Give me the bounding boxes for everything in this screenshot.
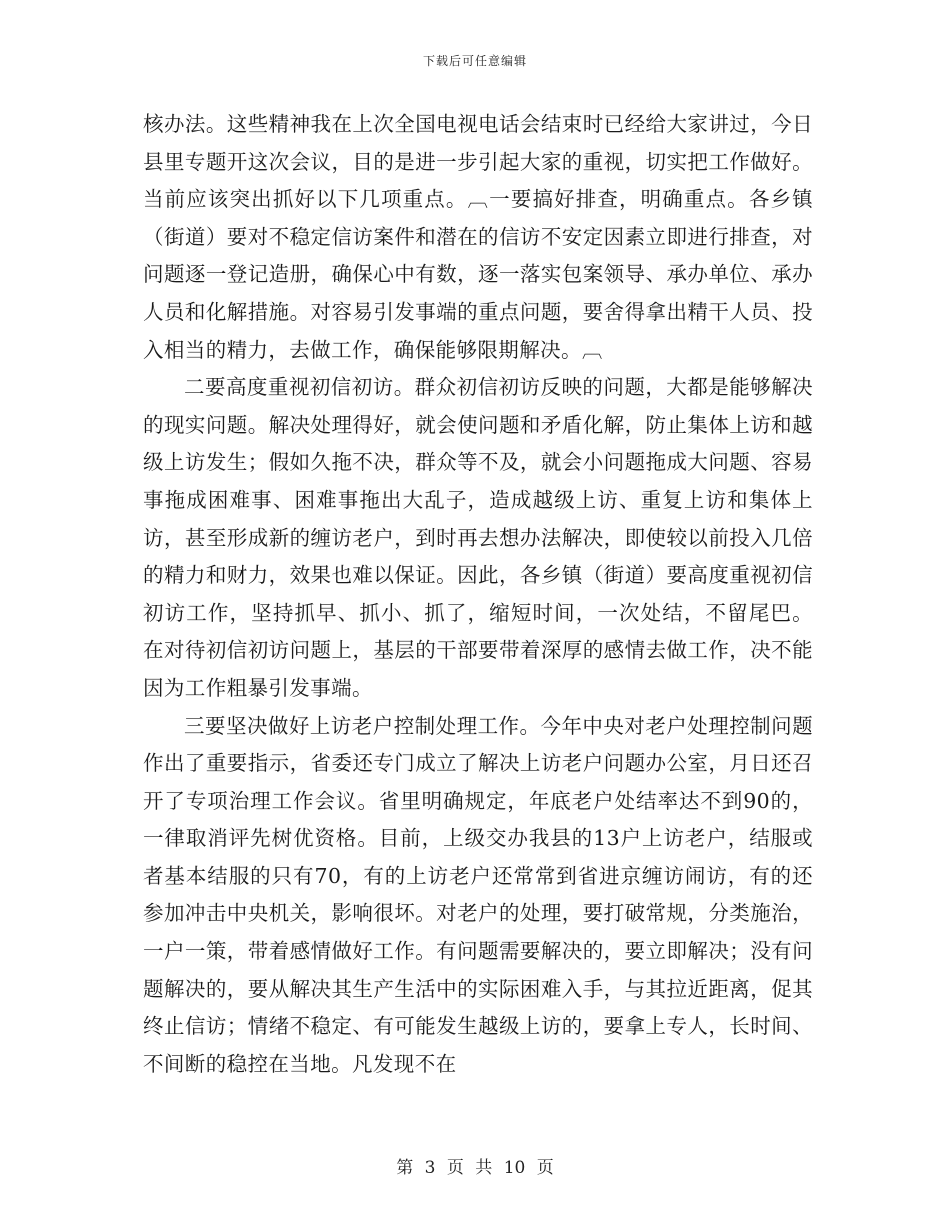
document-body [143,106,813,1083]
footer-label-gong: 共 [475,1158,493,1178]
page-total: 10 [503,1158,526,1178]
paragraph-1: 核办法。这些精神我在上次全国电视电话会结束时已经给大家讲过，今日县里专题开这次会议，目的是进一步引起大家的重视，切实把工作做好。当前应该突出抓好以下几项重点。︹一要搞好排查，明确重点。各乡镇（街道）要对不稳定信访案件和潜在的信访不安定因素立即进行排查，对问题逐一登记造册，确保心中有数，逐一落实包案领导、承办单位、承办人员和化解措施。对容易引发事端的重点问题，要舍得拿出精干人员、投入相当的精力，去做工作，确保能够限期解决。︹ [143,112,813,362]
footer-label-ye2: 页 [536,1158,554,1178]
footer-label-di: 第 [396,1158,414,1178]
page-header: 下载后可任意编辑 [422,54,527,68]
paragraph-2: 二要高度重视初信初访。群众初信初访反映的问题，大都是能够解决的现实问题。解决处理得好，就会使问题和矛盾化解，防止集体上访和越级上访发生；假如久拖不决，群众等不及，就会小问题拖成大问题、容易事拖成困难事、困难事拖出大乱子，造成越级上访、重复上访和集体上访，甚至形成新的缠访老户，到时再去想办法解决，即使较以前投入几倍的精力和财力，效果也难以保证。因此，各乡镇（街道）要高度重视初信初访工作，坚持抓早、抓小、抓了，缩短时间，一次处结，不留尾巴。 在对待初信初访问题上，基层的干部要带着深厚的感情去做工作，决不能因为工作粗暴引发事端。 [143,375,813,700]
page-footer [0,1153,950,1178]
footer-label-ye: 页 [446,1158,464,1178]
page-current: 3 [424,1158,436,1178]
paragraph-3: 三要坚决做好上访老户控制处理工作。今年中央对老户处理控制问题作出了重要指示，省委还专门成立了解决上访老户问题办公室，月日还召开了专项治理工作会议。省里明确规定，年底老户处结率达不到90的，一律取消评先树优资格。目前，上级交办我县的13户上访老户，结服或者基本结服的只有70，有的上访老户还常常到省进京缠访闹访，有的还参加冲击中央机关，影响很坏。对老户的处理，要打破常规，分类施治，一户一策，带着感情做好工作。有问题需要解决的，要立即解决；没有问题解决的，要从解决其生产生活中的实际困难入手，与其拉近距离，促其终止信访；情绪不稳定、有可能发生越级上访的，要拿上专人，长时间、不间断的稳控在当地。凡发现不在 [143,713,813,1076]
